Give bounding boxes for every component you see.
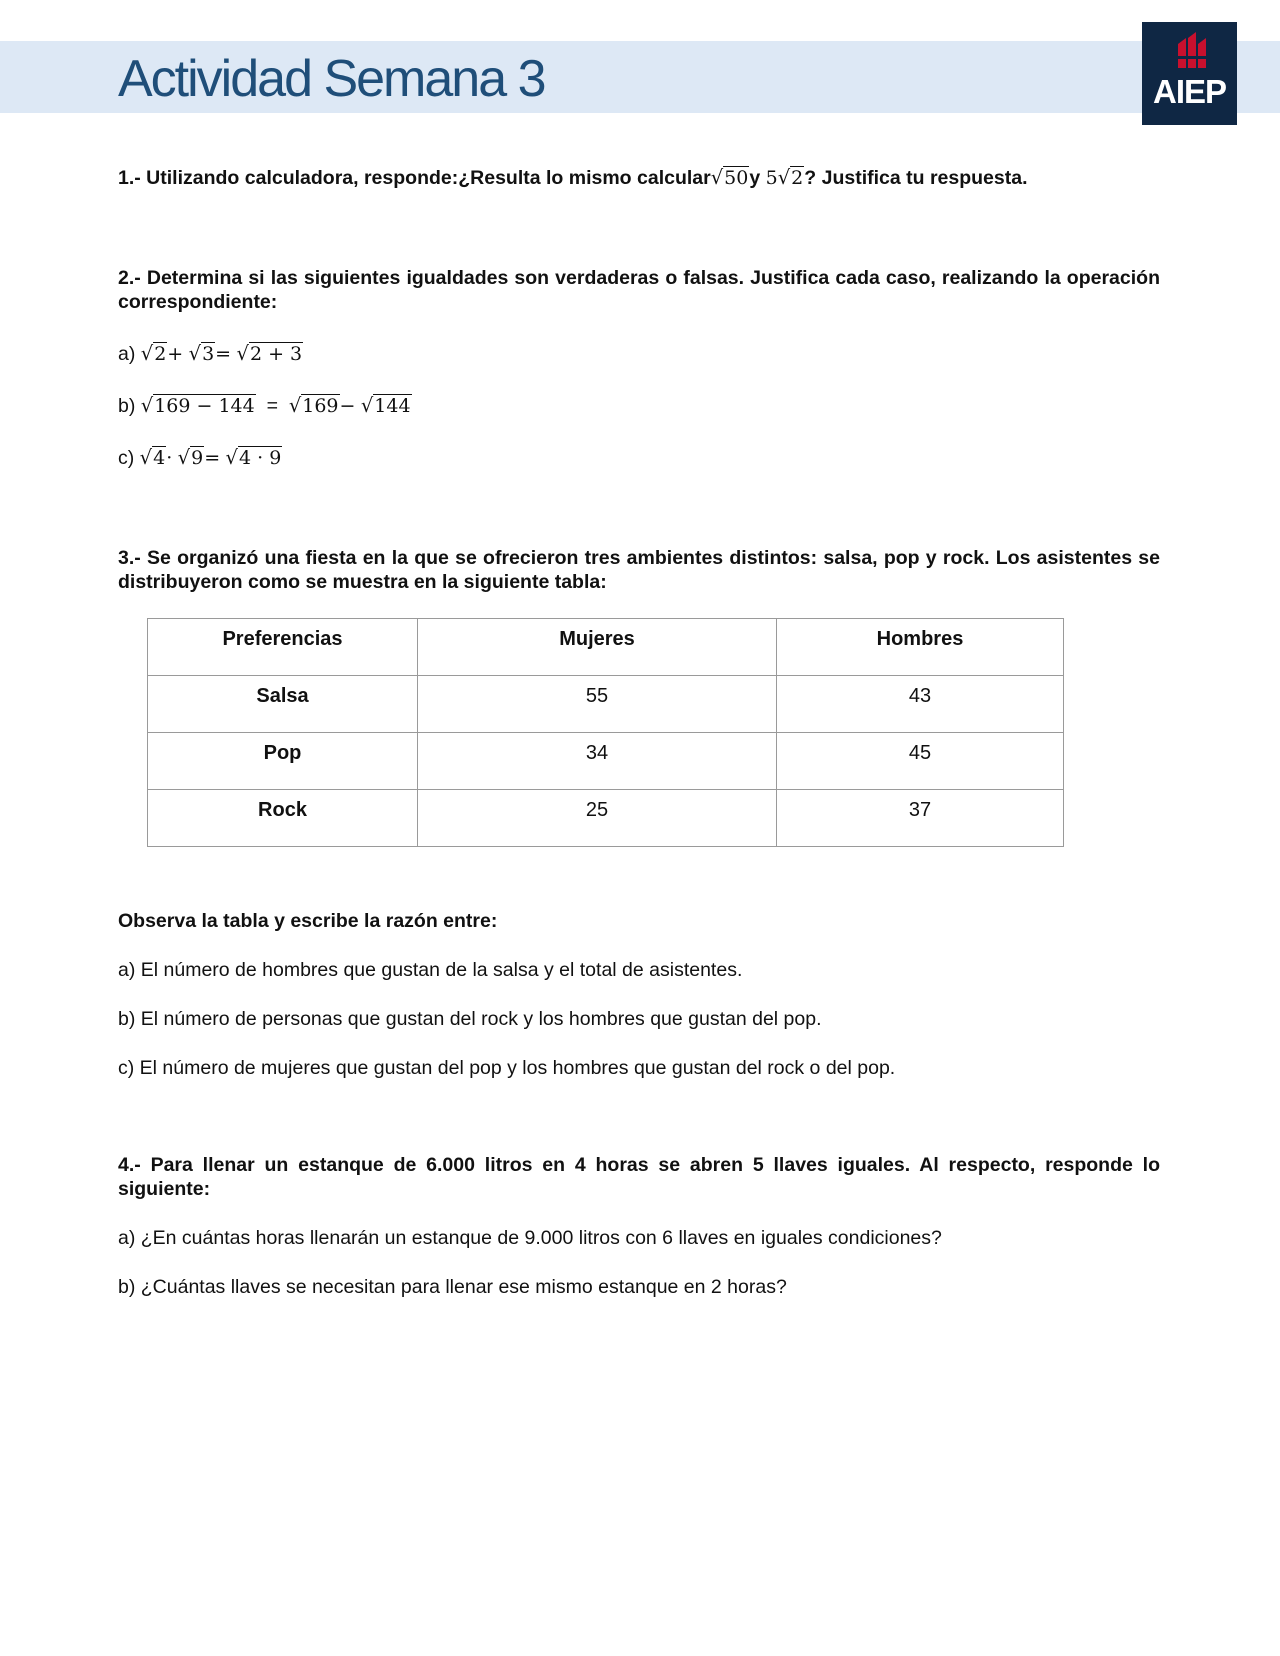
table-cell: 34 — [418, 733, 777, 790]
table-header-cell: Mujeres — [418, 619, 777, 676]
table-header-cell: Preferencias — [148, 619, 418, 676]
question-3: 3.- Se organizó una fiesta en la que se ofrecieron tres ambientes distintos: salsa, pop y rock. Los asistentes se distribuyeron como se muestra en la siguiente tabla: — [118, 547, 1160, 593]
logo-text: AIEP — [1152, 73, 1227, 110]
document-title: Actividad Semana 3 — [118, 50, 545, 108]
table-row — [148, 733, 1064, 790]
question-4: 4.- Para llenar un estanque de 6.000 litros en 4 horas se abren 5 llaves iguales. Al respecto, responde lo siguiente: — [118, 1154, 1160, 1200]
table-cell: 37 — [777, 790, 1064, 847]
table-cell: 25 — [418, 790, 777, 847]
observe-instruction: Observa la tabla y escribe la razón entre: — [118, 910, 498, 932]
preferences-table — [147, 618, 1064, 847]
equation-c: c) √4· √9= √4 · 9 — [118, 446, 282, 469]
table-cell: 43 — [777, 676, 1064, 733]
equation-b: b) √169 − 144 = √169− √144 — [118, 394, 411, 417]
question-1-joiner: y — [749, 167, 761, 189]
question-2: 2.- Determina si las siguientes igualdades son verdaderas o falsas. Justifica cada caso, realizando la operación correspondiente: — [118, 267, 1160, 313]
sqrt-expression: √2 — [777, 166, 804, 189]
aiep-logo — [1142, 22, 1237, 125]
equation-a: a) √2+ √3= √2 + 3 — [118, 342, 303, 365]
table-cell: 55 — [418, 676, 777, 733]
list-item: b) El número de personas que gustan del rock y los hombres que gustan del pop. — [118, 1008, 822, 1030]
coefficient: 5 — [765, 167, 778, 189]
sqrt-expression: √50 — [710, 166, 749, 189]
question-1-prefix: 1.- Utilizando calculadora, responde:¿Resulta lo mismo calcular — [118, 167, 711, 189]
table-row — [148, 790, 1064, 847]
list-item: a) ¿En cuántas horas llenarán un estanque de 9.000 litros con 6 llaves en iguales condiciones? — [118, 1227, 942, 1249]
list-item: b) ¿Cuántas llaves se necesitan para llenar ese mismo estanque en 2 horas? — [118, 1276, 787, 1298]
table-cell: Pop — [148, 733, 418, 790]
table-row — [148, 676, 1064, 733]
building-icon — [1142, 22, 1237, 72]
table-header-row — [148, 619, 1064, 676]
table-cell: Rock — [148, 790, 418, 847]
question-1-suffix: ? Justifica tu respuesta. — [804, 167, 1028, 189]
list-item: c) El número de mujeres que gustan del pop y los hombres que gustan del rock o del pop. — [118, 1057, 896, 1079]
table-header-cell: Hombres — [777, 619, 1064, 676]
question-1 — [118, 166, 1160, 190]
table-cell: Salsa — [148, 676, 418, 733]
table-cell: 45 — [777, 733, 1064, 790]
list-item: a) El número de hombres que gustan de la salsa y el total de asistentes. — [118, 959, 743, 981]
